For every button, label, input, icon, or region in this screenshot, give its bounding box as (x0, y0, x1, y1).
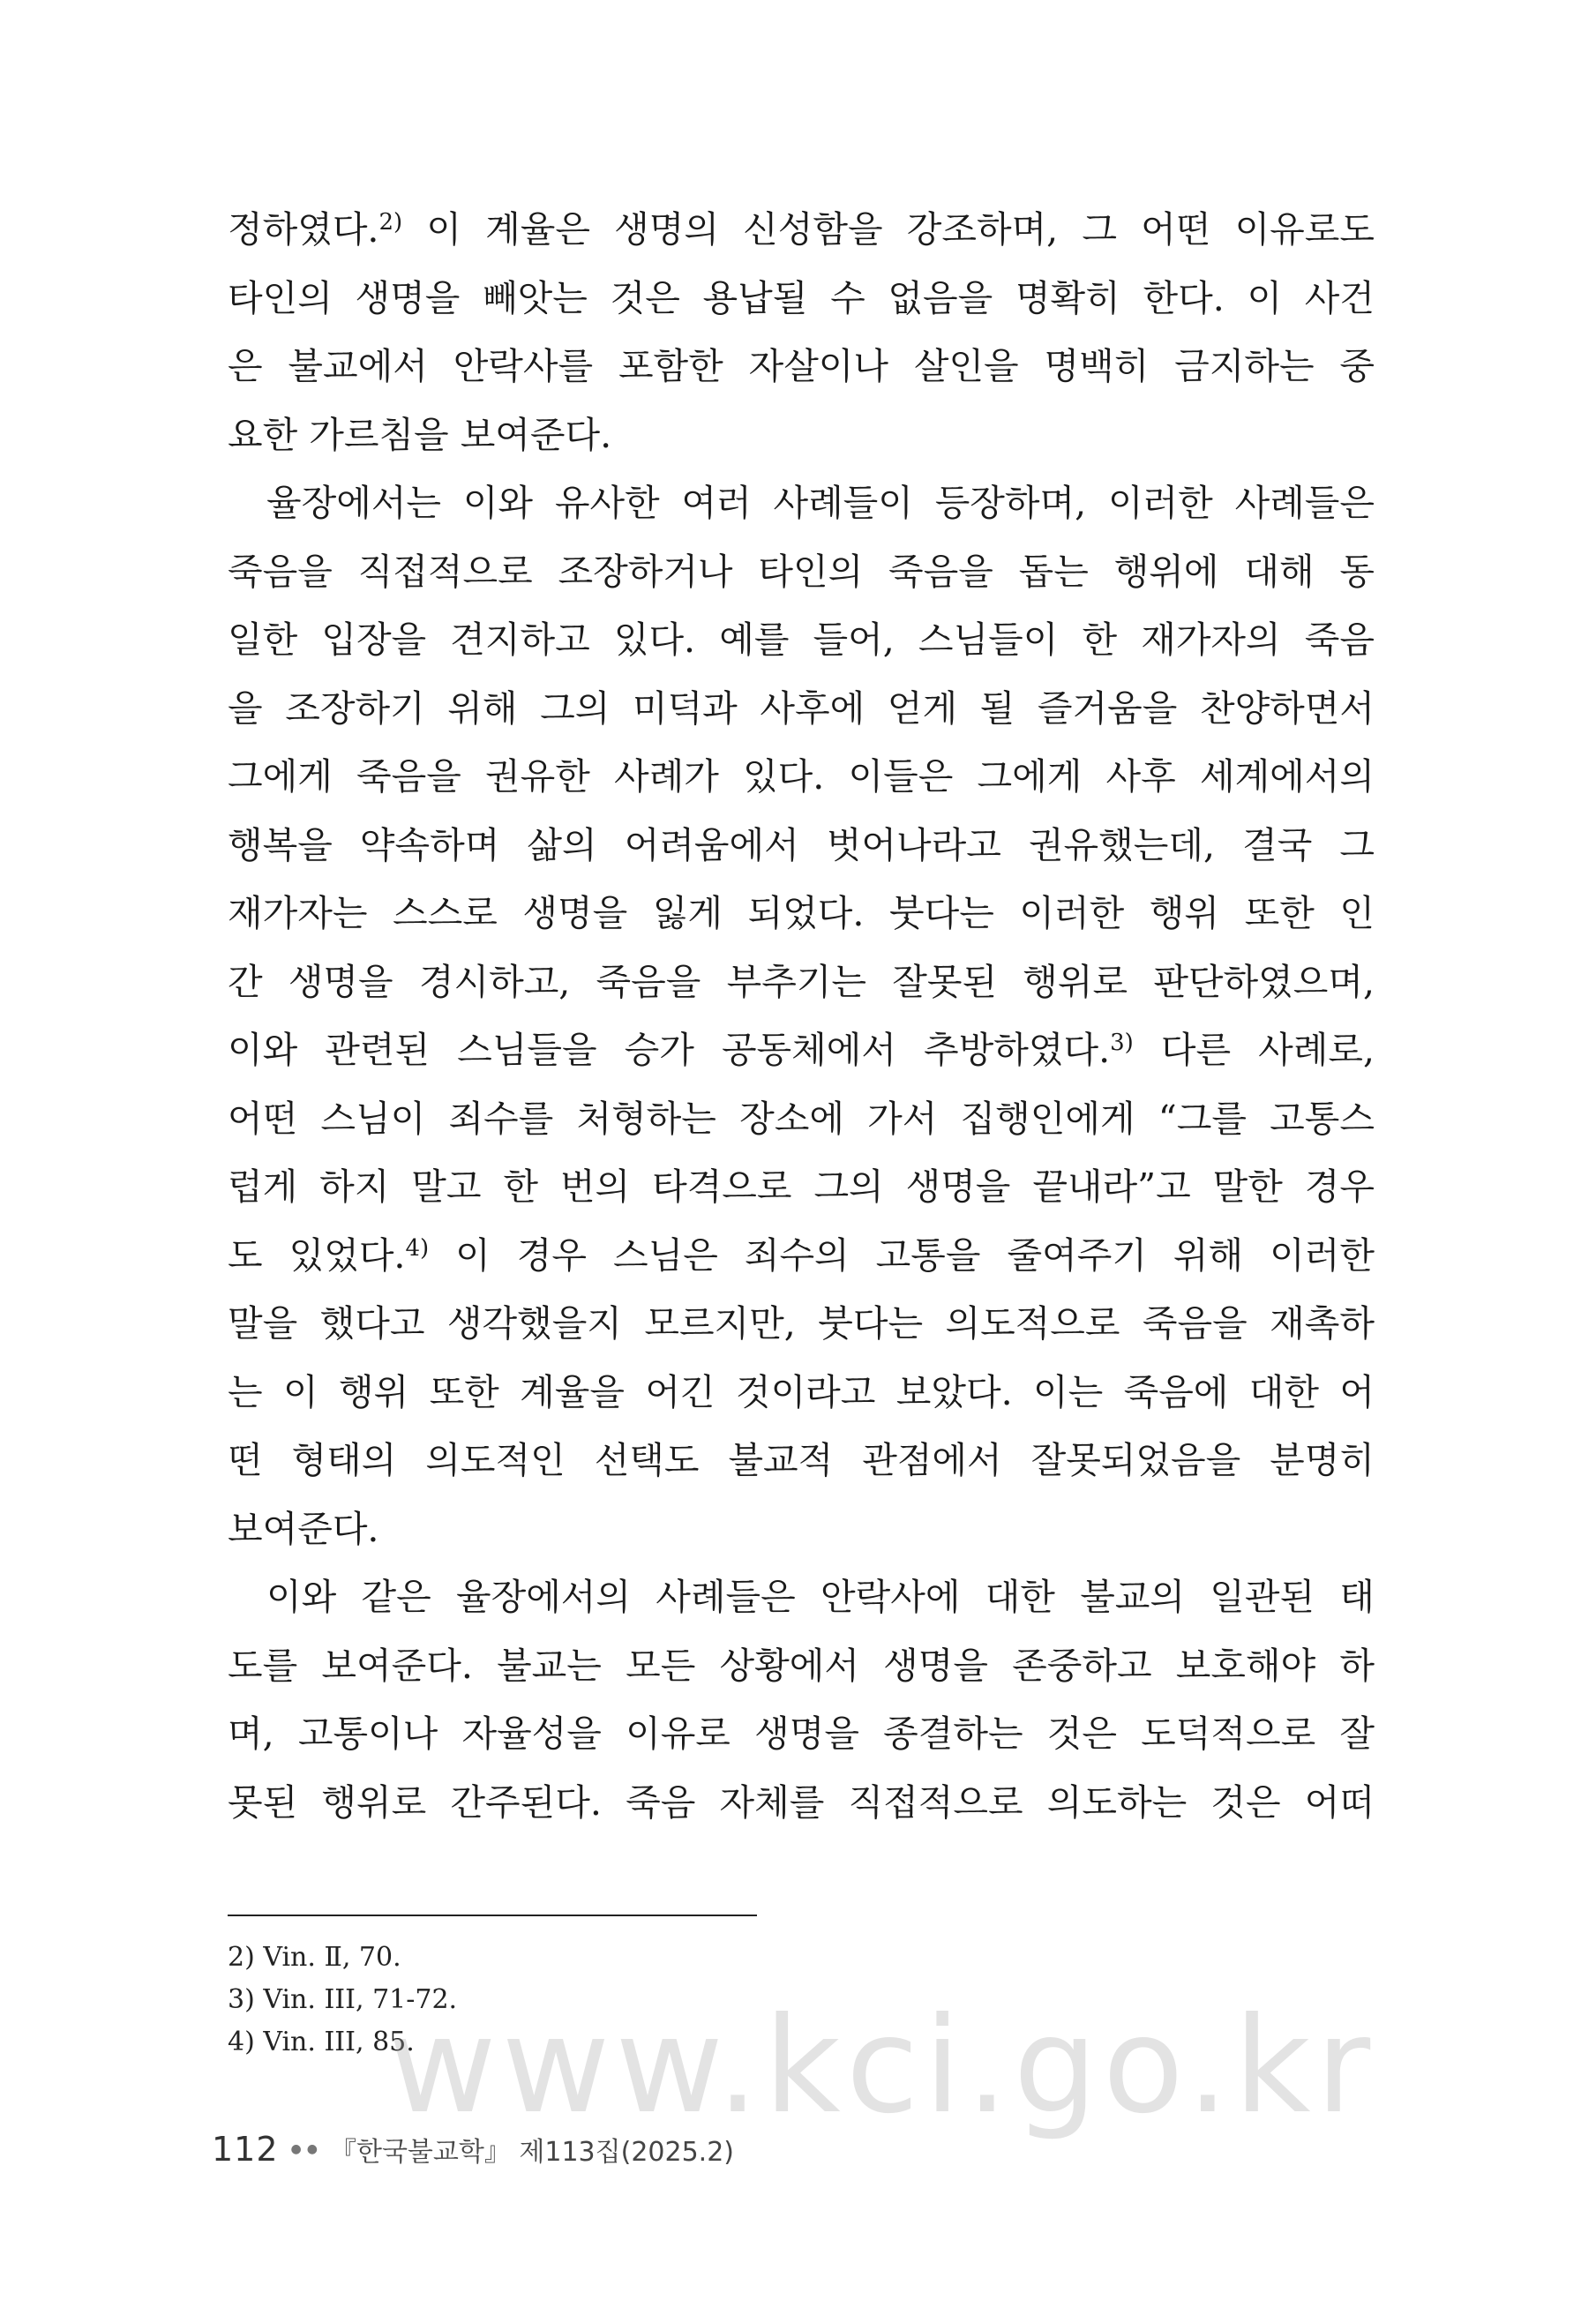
journal-info: 『한국불교학』 제113집(2025.2) (329, 2137, 735, 2168)
bullet-icon: ● (290, 2142, 302, 2156)
text-segment: 요한 가르침을 보여준다. (228, 413, 612, 456)
text-line (228, 675, 1375, 744)
text-line (228, 1632, 1375, 1701)
text-segment: 율장에서는 이와 유사한 여러 사례들이 등장하며, 이러한 사례들은 (266, 482, 1375, 524)
text-segment: 도 있었다. (228, 1233, 406, 1277)
text-segment: 은 불교에서 안락사를 포함한 자살이나 살인을 명백히 금지하는 중 (228, 345, 1375, 387)
text-line (228, 948, 1375, 1017)
text-line (228, 333, 1375, 401)
text-segment: 어떤 스님이 죄수를 처형하는 장소에 가서 집행인에게 “그를 고통스 (228, 1097, 1375, 1140)
text-line (228, 880, 1375, 948)
footnote-4: 4) Vin. III, 85. (228, 2027, 415, 2057)
text-line (228, 743, 1375, 812)
footnote-3: 3) Vin. III, 71-72. (228, 1984, 458, 2015)
body-text (228, 196, 1375, 1837)
text-line (228, 401, 1375, 470)
text-line (228, 265, 1375, 333)
text-line (228, 812, 1375, 880)
text-segment: 이 경우 스님은 죄수의 고통을 줄여주기 위해 이러한 (429, 1233, 1375, 1277)
watermark: www.kci.go.kr (388, 1990, 1376, 2143)
text-segment: 죽음을 직접적으로 조장하거나 타인의 죽음을 돕는 행위에 대해 동 (228, 550, 1375, 593)
footnotes (228, 1937, 1022, 2064)
text-line (228, 196, 1375, 265)
text-line (228, 1085, 1375, 1154)
text-segment: 재가자는 스스로 생명을 잃게 되었다. 붓다는 이러한 행위 또한 인 (228, 892, 1375, 934)
text-segment: 떤 형태의 의도적인 선택도 불교적 관점에서 잘못되었음을 분명히 (228, 1439, 1375, 1481)
text-line (228, 1359, 1375, 1428)
text-line (228, 606, 1375, 675)
text-segment: 보여준다. (228, 1507, 379, 1550)
text-segment: 그에게 죽음을 권유한 사례가 있다. 이들은 그에게 사후 세계에서의 (228, 755, 1375, 798)
page-number: 112 (212, 2130, 279, 2169)
text-segment: 행복을 약속하며 삶의 어려움에서 벗어나라고 권유했는데, 결국 그 (228, 823, 1375, 866)
footnote-reference[interactable]: 2) (378, 209, 403, 236)
text-line (228, 538, 1375, 607)
text-line (228, 1427, 1375, 1495)
footnote-2: 2) Vin. Ⅱ, 70. (228, 1942, 401, 1973)
footnote-reference[interactable]: 4) (405, 1234, 430, 1262)
text-line (228, 1290, 1375, 1359)
text-line (228, 469, 1375, 538)
text-line (228, 1700, 1375, 1769)
text-segment: 을 조장하기 위해 그의 미덕과 사후에 얻게 될 즐거움을 찬양하면서 (228, 686, 1375, 730)
text-segment: 도를 보여준다. 불교는 모든 상황에서 생명을 존중하고 보호해야 하 (228, 1644, 1375, 1687)
bullet-icon: ● (306, 2142, 318, 2156)
footnote-divider (228, 1915, 757, 1916)
text-segment: 못된 행위로 간주된다. 죽음 자체를 직접적으로 의도하는 것은 어떠 (228, 1780, 1375, 1824)
text-segment: 럽게 하지 말고 한 번의 타격으로 그의 생명을 끝내라”고 말한 경우 (228, 1165, 1375, 1208)
text-segment: 이와 관련된 스님들을 승가 공동체에서 추방하였다. (228, 1029, 1111, 1071)
text-segment: 이와 같은 율장에서의 사례들은 안락사에 대한 불교의 일관된 태 (266, 1576, 1375, 1618)
footnote-reference[interactable]: 3) (1110, 1030, 1134, 1056)
page-footer (212, 2124, 734, 2174)
text-line (228, 1016, 1375, 1085)
text-segment: 며, 고통이나 자율성을 이유로 생명을 종결하는 것은 도덕적으로 잘 (228, 1712, 1375, 1755)
text-line (228, 1222, 1375, 1291)
text-line (228, 1153, 1375, 1222)
text-segment: 일한 입장을 견지하고 있다. 예를 들어, 스님들이 한 재가자의 죽음 (228, 618, 1375, 661)
text-line (228, 1495, 1375, 1564)
text-segment: 말을 했다고 생각했을지 모르지만, 붓다는 의도적으로 죽음을 재촉하 (228, 1302, 1375, 1345)
text-segment: 정하였다. (228, 208, 379, 251)
text-line (228, 1563, 1375, 1632)
text-segment: 타인의 생명을 빼앗는 것은 용납될 수 없음을 명확히 한다. 이 사건 (228, 276, 1375, 319)
text-segment: 는 이 행위 또한 계율을 어긴 것이라고 보았다. 이는 죽음에 대한 어 (228, 1370, 1375, 1413)
text-segment: 간 생명을 경시하고, 죽음을 부추기는 잘못된 행위로 판단하였으며, (228, 960, 1375, 1003)
text-segment: 다른 사례로, (1133, 1029, 1375, 1071)
text-segment: 이 계율은 생명의 신성함을 강조하며, 그 어떤 이유로도 (402, 208, 1375, 251)
text-line (228, 1769, 1375, 1838)
